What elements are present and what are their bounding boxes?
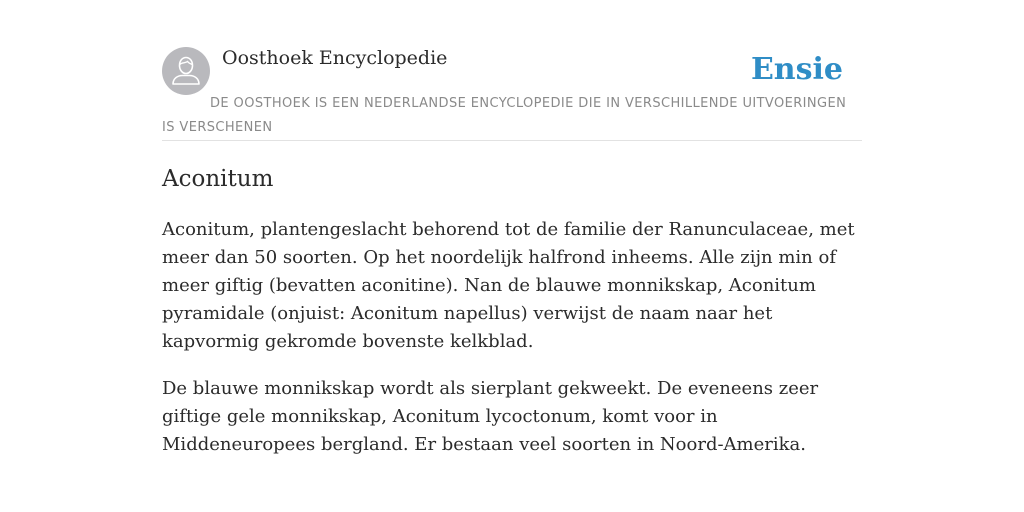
source-name[interactable]: Oosthoek Encyclopedie [222,47,448,69]
article-paragraph: De blauwe monnikskap wordt als sierplant gekweekt. De eveneens zeer giftige gele monnikskap, Aconitum lycoctonum, komt voor in Middeneuropees bergland. Er bestaan veel soorten in Noord-Amerika. [162,378,819,455]
avatar[interactable] [162,47,210,95]
brand-logo[interactable]: Ensie [750,52,843,87]
article-body [162,216,866,478]
source-tagline: DE OOSTHOEK IS EEN NEDERLANDSE ENCYCLOPEDIE DIE IN VERSCHILLENDE UITVOERINGEN IS VERSCHENEN [162,96,847,135]
source-header [162,46,862,141]
article-title: Aconitum [162,166,274,192]
user-icon [162,47,210,95]
article-paragraph: Aconitum, plantengeslacht behorend tot de familie der Ranunculaceae, met meer dan 50 soorten. Op het noordelijk halfrond inheems. Alle zijn min of meer giftig (bevatten aconitine). Nan de blauwe monnikskap, Aconitum pyramidale (onjuist: Aconitum napellus) verwijst de naam naar het kapvormig gekromde bovenste kelkblad. [162,219,855,352]
